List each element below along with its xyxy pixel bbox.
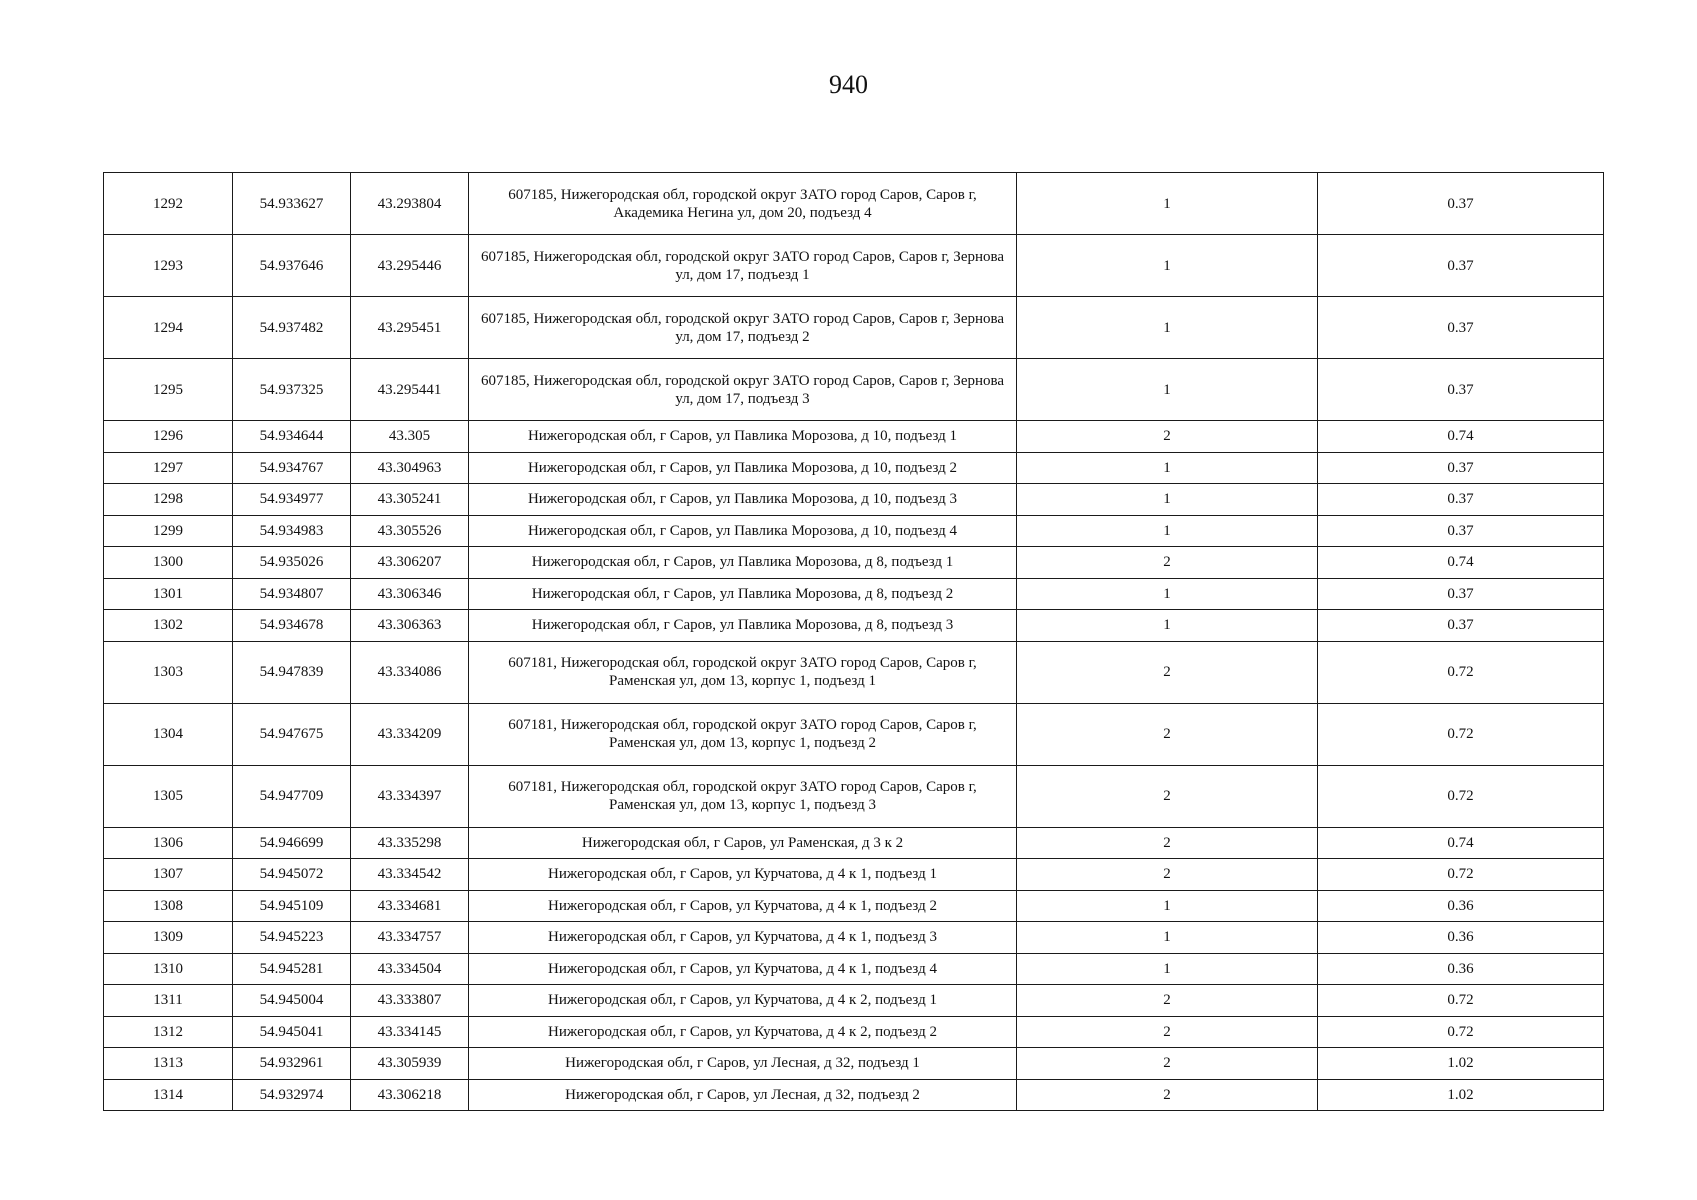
row-number-cell: 1308 bbox=[104, 890, 233, 922]
address-cell: Нижегородская обл, г Саров, ул Курчатова, д 4 к 1, подъезд 1 bbox=[469, 859, 1017, 891]
table-row bbox=[104, 985, 1604, 1017]
table-row bbox=[104, 547, 1604, 579]
container-count-cell: 2 bbox=[1017, 641, 1318, 703]
latitude-cell: 54.932961 bbox=[233, 1048, 351, 1080]
row-number-cell: 1298 bbox=[104, 484, 233, 516]
latitude-cell: 54.947709 bbox=[233, 765, 351, 827]
table-row bbox=[104, 765, 1604, 827]
table-row bbox=[104, 827, 1604, 859]
volume-cell: 0.74 bbox=[1318, 827, 1604, 859]
longitude-cell: 43.295441 bbox=[351, 359, 469, 421]
latitude-cell: 54.937325 bbox=[233, 359, 351, 421]
longitude-cell: 43.334504 bbox=[351, 953, 469, 985]
volume-cell: 0.37 bbox=[1318, 515, 1604, 547]
volume-cell: 0.37 bbox=[1318, 173, 1604, 235]
container-sites-table bbox=[103, 172, 1604, 1111]
volume-cell: 1.02 bbox=[1318, 1079, 1604, 1111]
table-row bbox=[104, 703, 1604, 765]
volume-cell: 0.72 bbox=[1318, 985, 1604, 1017]
table-row bbox=[104, 484, 1604, 516]
container-count-cell: 1 bbox=[1017, 484, 1318, 516]
address-cell: 607181, Нижегородская обл, городской округ ЗАТО город Саров, Саров г, Раменская ул, дом 13, корпус 1, подъезд 2 bbox=[469, 703, 1017, 765]
table-row bbox=[104, 1016, 1604, 1048]
table-row bbox=[104, 922, 1604, 954]
row-number-cell: 1312 bbox=[104, 1016, 233, 1048]
longitude-cell: 43.334757 bbox=[351, 922, 469, 954]
address-cell: Нижегородская обл, г Саров, ул Курчатова, д 4 к 2, подъезд 2 bbox=[469, 1016, 1017, 1048]
address-cell: 607185, Нижегородская обл, городской округ ЗАТО город Саров, Саров г, Академика Негина ул, дом 20, подъезд 4 bbox=[469, 173, 1017, 235]
container-count-cell: 1 bbox=[1017, 452, 1318, 484]
container-count-cell: 2 bbox=[1017, 859, 1318, 891]
table-row bbox=[104, 953, 1604, 985]
latitude-cell: 54.947839 bbox=[233, 641, 351, 703]
container-count-cell: 1 bbox=[1017, 953, 1318, 985]
container-count-cell: 1 bbox=[1017, 235, 1318, 297]
latitude-cell: 54.945281 bbox=[233, 953, 351, 985]
row-number-cell: 1302 bbox=[104, 610, 233, 642]
latitude-cell: 54.934977 bbox=[233, 484, 351, 516]
row-number-cell: 1295 bbox=[104, 359, 233, 421]
container-count-cell: 1 bbox=[1017, 578, 1318, 610]
latitude-cell: 54.935026 bbox=[233, 547, 351, 579]
volume-cell: 0.74 bbox=[1318, 421, 1604, 453]
address-cell: Нижегородская обл, г Саров, ул Курчатова, д 4 к 2, подъезд 1 bbox=[469, 985, 1017, 1017]
latitude-cell: 54.934644 bbox=[233, 421, 351, 453]
volume-cell: 0.72 bbox=[1318, 859, 1604, 891]
table-row bbox=[104, 859, 1604, 891]
row-number-cell: 1310 bbox=[104, 953, 233, 985]
address-cell: Нижегородская обл, г Саров, ул Павлика Морозова, д 8, подъезд 3 bbox=[469, 610, 1017, 642]
longitude-cell: 43.306346 bbox=[351, 578, 469, 610]
volume-cell: 0.37 bbox=[1318, 484, 1604, 516]
container-count-cell: 1 bbox=[1017, 515, 1318, 547]
container-count-cell: 1 bbox=[1017, 359, 1318, 421]
latitude-cell: 54.945004 bbox=[233, 985, 351, 1017]
volume-cell: 0.72 bbox=[1318, 1016, 1604, 1048]
volume-cell: 0.36 bbox=[1318, 890, 1604, 922]
container-count-cell: 2 bbox=[1017, 421, 1318, 453]
address-cell: 607185, Нижегородская обл, городской округ ЗАТО город Саров, Саров г, Зернова ул, дом 17, подъезд 3 bbox=[469, 359, 1017, 421]
table-row bbox=[104, 297, 1604, 359]
row-number-cell: 1314 bbox=[104, 1079, 233, 1111]
row-number-cell: 1292 bbox=[104, 173, 233, 235]
latitude-cell: 54.937482 bbox=[233, 297, 351, 359]
container-count-cell: 1 bbox=[1017, 890, 1318, 922]
volume-cell: 0.37 bbox=[1318, 359, 1604, 421]
row-number-cell: 1307 bbox=[104, 859, 233, 891]
latitude-cell: 54.945072 bbox=[233, 859, 351, 891]
container-count-cell: 2 bbox=[1017, 1016, 1318, 1048]
volume-cell: 0.36 bbox=[1318, 922, 1604, 954]
longitude-cell: 43.334209 bbox=[351, 703, 469, 765]
longitude-cell: 43.305241 bbox=[351, 484, 469, 516]
latitude-cell: 54.945109 bbox=[233, 890, 351, 922]
latitude-cell: 54.932974 bbox=[233, 1079, 351, 1111]
address-cell: Нижегородская обл, г Саров, ул Лесная, д 32, подъезд 1 bbox=[469, 1048, 1017, 1080]
container-count-cell: 1 bbox=[1017, 297, 1318, 359]
longitude-cell: 43.334681 bbox=[351, 890, 469, 922]
address-cell: Нижегородская обл, г Саров, ул Павлика Морозова, д 8, подъезд 1 bbox=[469, 547, 1017, 579]
table-row bbox=[104, 578, 1604, 610]
address-cell: 607181, Нижегородская обл, городской округ ЗАТО город Саров, Саров г, Раменская ул, дом 13, корпус 1, подъезд 1 bbox=[469, 641, 1017, 703]
address-cell: Нижегородская обл, г Саров, ул Павлика Морозова, д 10, подъезд 2 bbox=[469, 452, 1017, 484]
volume-cell: 0.37 bbox=[1318, 297, 1604, 359]
latitude-cell: 54.934678 bbox=[233, 610, 351, 642]
latitude-cell: 54.933627 bbox=[233, 173, 351, 235]
container-count-cell: 2 bbox=[1017, 1079, 1318, 1111]
longitude-cell: 43.304963 bbox=[351, 452, 469, 484]
row-number-cell: 1297 bbox=[104, 452, 233, 484]
row-number-cell: 1306 bbox=[104, 827, 233, 859]
address-cell: Нижегородская обл, г Саров, ул Курчатова, д 4 к 1, подъезд 4 bbox=[469, 953, 1017, 985]
table-row bbox=[104, 1079, 1604, 1111]
latitude-cell: 54.934807 bbox=[233, 578, 351, 610]
latitude-cell: 54.947675 bbox=[233, 703, 351, 765]
container-count-cell: 2 bbox=[1017, 765, 1318, 827]
row-number-cell: 1313 bbox=[104, 1048, 233, 1080]
volume-cell: 0.37 bbox=[1318, 610, 1604, 642]
longitude-cell: 43.295451 bbox=[351, 297, 469, 359]
longitude-cell: 43.334397 bbox=[351, 765, 469, 827]
address-cell: Нижегородская обл, г Саров, ул Павлика Морозова, д 10, подъезд 3 bbox=[469, 484, 1017, 516]
address-cell: 607185, Нижегородская обл, городской округ ЗАТО город Саров, Саров г, Зернова ул, дом 17, подъезд 1 bbox=[469, 235, 1017, 297]
latitude-cell: 54.934983 bbox=[233, 515, 351, 547]
table-row bbox=[104, 173, 1604, 235]
longitude-cell: 43.306207 bbox=[351, 547, 469, 579]
row-number-cell: 1305 bbox=[104, 765, 233, 827]
container-count-cell: 2 bbox=[1017, 985, 1318, 1017]
container-count-cell: 1 bbox=[1017, 610, 1318, 642]
address-cell: Нижегородская обл, г Саров, ул Лесная, д 32, подъезд 2 bbox=[469, 1079, 1017, 1111]
address-cell: Нижегородская обл, г Саров, ул Курчатова, д 4 к 1, подъезд 2 bbox=[469, 890, 1017, 922]
longitude-cell: 43.335298 bbox=[351, 827, 469, 859]
address-cell: Нижегородская обл, г Саров, ул Раменская, д 3 к 2 bbox=[469, 827, 1017, 859]
row-number-cell: 1299 bbox=[104, 515, 233, 547]
container-count-cell: 1 bbox=[1017, 922, 1318, 954]
address-cell: Нижегородская обл, г Саров, ул Павлика Морозова, д 10, подъезд 4 bbox=[469, 515, 1017, 547]
latitude-cell: 54.945223 bbox=[233, 922, 351, 954]
latitude-cell: 54.946699 bbox=[233, 827, 351, 859]
row-number-cell: 1293 bbox=[104, 235, 233, 297]
longitude-cell: 43.334086 bbox=[351, 641, 469, 703]
volume-cell: 0.36 bbox=[1318, 953, 1604, 985]
page-number: 940 bbox=[829, 70, 868, 99]
container-count-cell: 2 bbox=[1017, 827, 1318, 859]
row-number-cell: 1294 bbox=[104, 297, 233, 359]
table-row bbox=[104, 359, 1604, 421]
table-row bbox=[104, 235, 1604, 297]
longitude-cell: 43.305526 bbox=[351, 515, 469, 547]
row-number-cell: 1301 bbox=[104, 578, 233, 610]
latitude-cell: 54.934767 bbox=[233, 452, 351, 484]
address-cell: Нижегородская обл, г Саров, ул Курчатова, д 4 к 1, подъезд 3 bbox=[469, 922, 1017, 954]
volume-cell: 1.02 bbox=[1318, 1048, 1604, 1080]
container-count-cell: 2 bbox=[1017, 547, 1318, 579]
table-body bbox=[104, 173, 1604, 1111]
address-cell: 607181, Нижегородская обл, городской округ ЗАТО город Саров, Саров г, Раменская ул, дом 13, корпус 1, подъезд 3 bbox=[469, 765, 1017, 827]
row-number-cell: 1300 bbox=[104, 547, 233, 579]
longitude-cell: 43.293804 bbox=[351, 173, 469, 235]
longitude-cell: 43.295446 bbox=[351, 235, 469, 297]
row-number-cell: 1304 bbox=[104, 703, 233, 765]
volume-cell: 0.72 bbox=[1318, 765, 1604, 827]
longitude-cell: 43.305939 bbox=[351, 1048, 469, 1080]
table-row bbox=[104, 515, 1604, 547]
row-number-cell: 1296 bbox=[104, 421, 233, 453]
longitude-cell: 43.306218 bbox=[351, 1079, 469, 1111]
container-count-cell: 1 bbox=[1017, 173, 1318, 235]
container-count-cell: 2 bbox=[1017, 1048, 1318, 1080]
volume-cell: 0.74 bbox=[1318, 547, 1604, 579]
row-number-cell: 1309 bbox=[104, 922, 233, 954]
longitude-cell: 43.334542 bbox=[351, 859, 469, 891]
longitude-cell: 43.306363 bbox=[351, 610, 469, 642]
table-row bbox=[104, 890, 1604, 922]
table-row bbox=[104, 610, 1604, 642]
table-row bbox=[104, 641, 1604, 703]
volume-cell: 0.72 bbox=[1318, 703, 1604, 765]
table-row bbox=[104, 1048, 1604, 1080]
latitude-cell: 54.937646 bbox=[233, 235, 351, 297]
address-cell: 607185, Нижегородская обл, городской округ ЗАТО город Саров, Саров г, Зернова ул, дом 17, подъезд 2 bbox=[469, 297, 1017, 359]
address-cell: Нижегородская обл, г Саров, ул Павлика Морозова, д 8, подъезд 2 bbox=[469, 578, 1017, 610]
row-number-cell: 1303 bbox=[104, 641, 233, 703]
longitude-cell: 43.334145 bbox=[351, 1016, 469, 1048]
address-cell: Нижегородская обл, г Саров, ул Павлика Морозова, д 10, подъезд 1 bbox=[469, 421, 1017, 453]
longitude-cell: 43.333807 bbox=[351, 985, 469, 1017]
table-row bbox=[104, 452, 1604, 484]
longitude-cell: 43.305 bbox=[351, 421, 469, 453]
volume-cell: 0.37 bbox=[1318, 235, 1604, 297]
volume-cell: 0.72 bbox=[1318, 641, 1604, 703]
volume-cell: 0.37 bbox=[1318, 452, 1604, 484]
table-row bbox=[104, 421, 1604, 453]
row-number-cell: 1311 bbox=[104, 985, 233, 1017]
volume-cell: 0.37 bbox=[1318, 578, 1604, 610]
latitude-cell: 54.945041 bbox=[233, 1016, 351, 1048]
container-count-cell: 2 bbox=[1017, 703, 1318, 765]
